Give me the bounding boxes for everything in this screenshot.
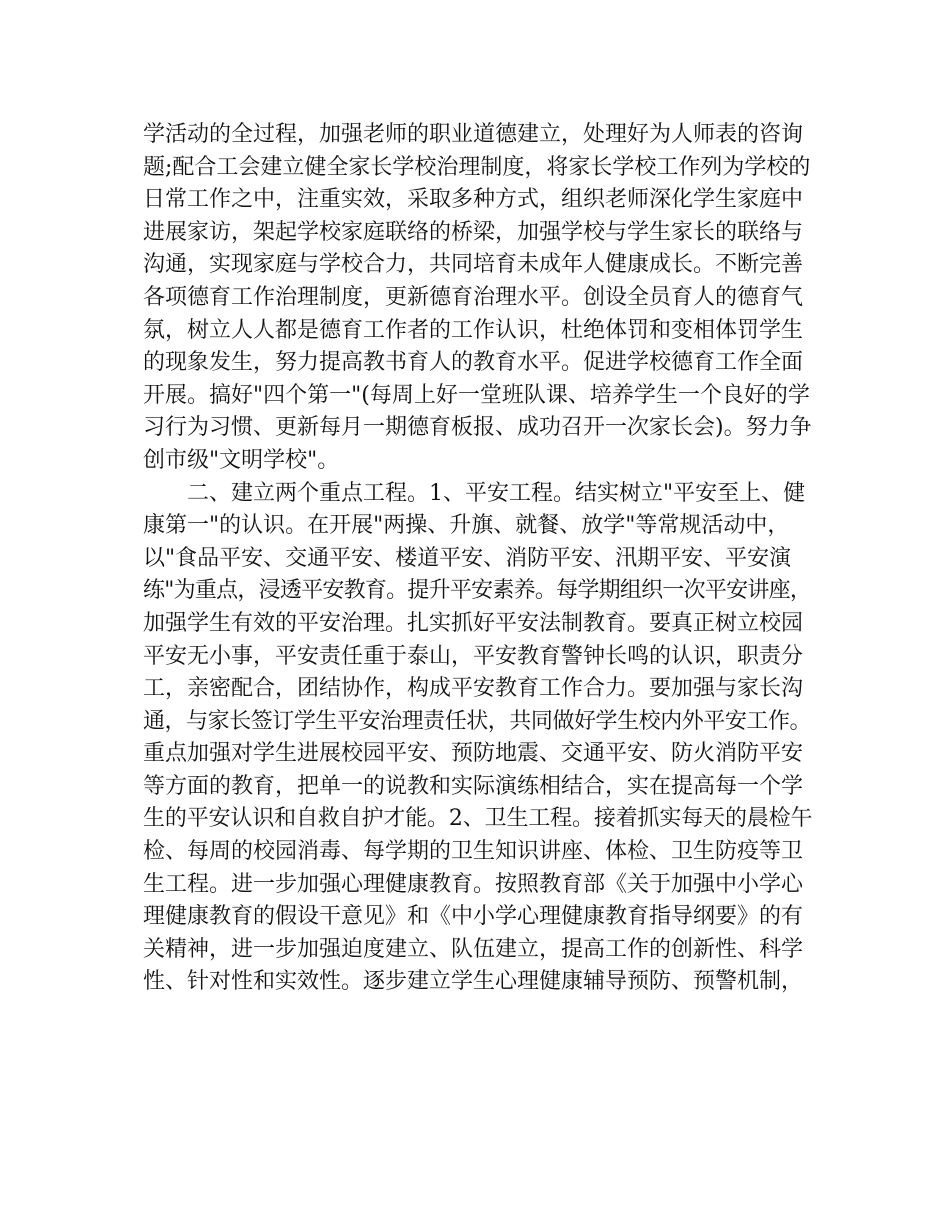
text-line: 的现象发生，努力提高教书育人的教育水平。促进学校德育工作全面: [143, 350, 804, 376]
text-line: 平安无小事，平安责任重于泰山，平安教育警钟长鸣的认识，职责分: [143, 643, 804, 669]
text-line: 性、针对性和实效性。逐步建立学生心理健康辅导预防、预警机制，: [143, 969, 804, 995]
text-line: 创市级"文明学校"。: [143, 447, 340, 473]
text-line: 进展家访，架起学校家庭联络的桥梁，加强学校与学生家长的联络与: [143, 219, 804, 245]
text-line: 日常工作之中，注重实效，采取多种方式，组织老师深化学生家庭中: [143, 187, 804, 213]
text-line: 练"为重点，浸透平安教育。提升平安素养。每学期组织一次平安讲座，: [143, 578, 812, 604]
text-line: 通，与家长签订学生平安治理责任状，共同做好学生校内外平安工作。: [143, 708, 812, 734]
text-line: 生的平安认识和自救自护才能。2、卫生工程。接着抓实每天的晨检午: [143, 806, 813, 832]
text-line: 沟通，实现家庭与学校合力，共同培育未成年人健康成长。不断完善: [143, 252, 804, 278]
body-text: [143, 119, 813, 999]
text-line: 开展。搞好"四个第一"(每周上好一堂班队课、培养学生一个良好的学: [143, 382, 810, 408]
text-line: 生工程。进一步加强心理健康教育。按照教育部《关于加强中小学心: [143, 871, 804, 897]
text-line: 以"食品平安、交通平安、楼道平安、消防平安、汛期平安、平安演: [143, 545, 792, 571]
text-line: 加强学生有效的平安治理。扎实抓好平安法制教育。要真正树立校园: [143, 610, 804, 636]
text-line: 学活动的全过程，加强老师的职业道德建立，处理好为人师表的咨询: [143, 122, 804, 147]
section-heading-line: 二、建立两个重点工程。1、平安工程。结实树立"平安至上、健: [187, 480, 806, 506]
text-line: 工，亲密配合，团结协作，构成平安教育工作合力。要加强与家长沟: [143, 676, 804, 702]
text-line: 关精神，进一步加强迫度建立、队伍建立，提高工作的创新性、科学: [143, 936, 804, 962]
text-line: 各项德育工作治理制度，更新德育治理水平。创设全员育人的德育气: [143, 284, 804, 310]
text-line: 理健康教育的假设干意见》和《中小学心理健康教育指导纲要》的有: [143, 904, 804, 930]
text-line: 氛，树立人人都是德育工作者的工作认识，杜绝体罚和变相体罚学生: [143, 317, 804, 343]
text-line: 题;配合工会建立健全家长学校治理制度，将家长学校工作列为学校的: [143, 154, 811, 180]
text-line: 习行为习惯、更新每月一期德育板报、成功召开一次家长会)。努力争: [143, 415, 812, 441]
text-line: 等方面的教育，把单一的说教和实际演练相结合，实在提高每一个学: [143, 773, 804, 799]
text-line: 重点加强对学生进展校园平安、预防地震、交通平安、防火消防平安: [143, 741, 804, 767]
text-line: 检、每周的校园消毒、每学期的卫生知识讲座、体检、卫生防疫等卫: [143, 839, 804, 865]
text-line: 康第一"的认识。在开展"两操、升旗、就餐、放学"等常规活动中，: [143, 513, 790, 539]
